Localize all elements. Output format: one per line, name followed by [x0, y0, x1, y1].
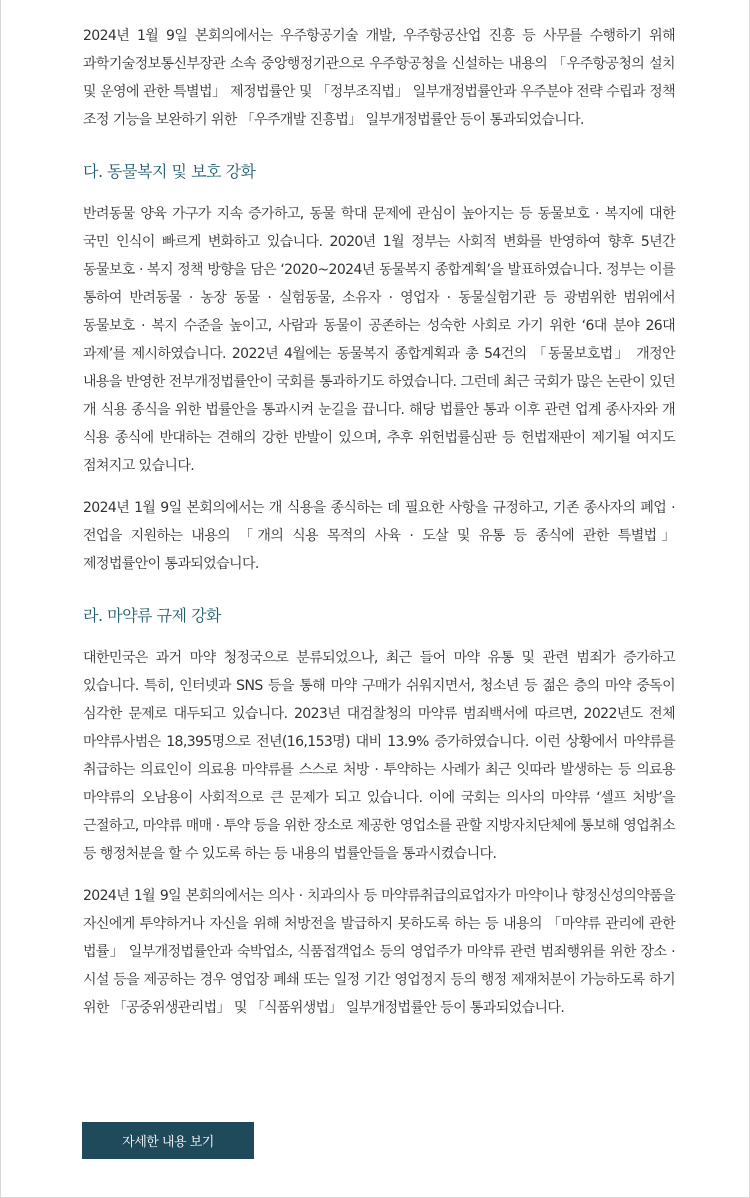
intro-paragraph: 2024년 1월 9일 본회의에서는 우주항공기술 개발, 우주항공산업 진흥 등 사무를 수행하기 위해 과학기술정보통신부장관 소속 중앙행정기관으로 우주항공청을 신설하는 내용의 「우주항공청의 설치 및 운영에 관한 특별법」 제정법률안 및 「정부조직법」 일부개정법률안과 우주분야 전략 수립과 정책 조정 기능을 보완하기 위한 「우주개발 진흥법」 일부개정법률안 등이 통과되었습니다.	[83, 28, 675, 128]
animal-welfare-paragraph: 반려동물 양육 가구가 지속 증가하고, 동물 학대 문제에 관심이 높아지는 등 동물보호 · 복지에 대한 국민 인식이 빠르게 변화하고 있습니다. 2020년 1월 정부는 사회적 변화를 반영하여 향후 5년간 동물보호 · 복지 정책 방향을 담은 ‘2020~2024년 동물복지 종합계획’을 발표하였습니다. 정부는 이를 통하여 반려동물 · 농장 동물 · 실험동물, 소유자 · 영업자 · 동물실험기관 등 광범위한 범위에서 동물보호 · 복지 수준을 높이고, 사람과 동물이 공존하는 성숙한 사회로 가기 위한 ‘6대 분야 26대 과제’를 제시하였습니다. 2022년 4월에는 동물복지 종합계획과 총 54건의 「동물보호법」 개정안 내용을 반영한 전부개정법률안이 국회를 통과하기도 하였습니다. 그런데 최근 국회가 많은 논란이 있던 개 식용 종식을 위한 법률안을 통과시켜 눈길을 끕니다. 해당 법률안 통과 이후 관련 업계 종사자와 개 식용 종식에 반대하는 견해의 강한 반발이 있으며, 추후 위헌법률심판 등 헌법재판이 제기될 여지도 점쳐지고 있습니다.	[83, 206, 675, 474]
drug-regulation-paragraph: 대한민국은 과거 마약 청정국으로 분류되었으나, 최근 들어 마약 유통 및 관련 범죄가 증가하고 있습니다. 특히, 인터넷과 SNS 등을 통해 마약 구매가 쉬워지면서, 청소년 등 젊은 층의 마약 중독이 심각한 문제로 대두되고 있습니다. 2023년 대검찰청의 마약류 범죄백서에 따르면, 2022년도 전체 마약류사범은 18,395명으로 전년(16,153명) 대비 13.9% 증가하였습니다. 이런 상황에서 마약류를 취급하는 의료인이 의료용 마약류를 스스로 처방 · 투약하는 사례가 최근 잇따라 발생하는 등 의료용 마약류의 오남용이 사회적으로 큰 문제가 되고 있습니다. 이에 국회는 의사의 마약류 ‘셀프 처방’을 근절하고, 마약류 매매 · 투약 등을 위한 장소로 제공한 영업소를 관할 지방자치단체에 통보해 영업취소 등 행정처분을 할 수 있도록 하는 등 내용의 법률안들을 통과시켰습니다.	[83, 650, 675, 862]
drug-regulation-paragraph: 2024년 1월 9일 본회의에서는 의사 · 치과의사 등 마약류취급의료업자가 마약이나 향정신성의약품을 자신에게 투약하거나 자신을 위해 처방전을 발급하지 못하도록 하는 등 내용의 「마약류 관리에 관한 법률」 일부개정법률안과 숙박업소, 식품접객업소 등의 영업주가 마약류 관련 범죄행위를 위한 장소 · 시설 등을 제공하는 경우 영업장 폐쇄 또는 일정 기간 영업정지 등의 행정 제재처분이 가능하도록 하기 위한 「공중위생관리법」 및 「식품위생법」 일부개정법률안 등이 통과되었습니다.	[83, 888, 675, 1016]
article-content	[83, 22, 675, 1036]
section-heading-drug-regulation: 라. 마약류 규제 강화	[83, 606, 221, 625]
animal-welfare-paragraph: 2024년 1월 9일 본회의에서는 개 식용을 종식하는 데 필요한 사항을 규정하고, 기존 종사자의 폐업 · 전업을 지원하는 내용의 「개의 식용 목적의 사육 · 도살 및 유통 등 종식에 관한 특별법」 제정법률안이 통과되었습니다.	[83, 500, 675, 572]
section-heading-animal-welfare: 다. 동물복지 및 보호 강화	[83, 162, 256, 181]
view-details-button[interactable]: 자세한 내용 보기	[82, 1122, 254, 1159]
